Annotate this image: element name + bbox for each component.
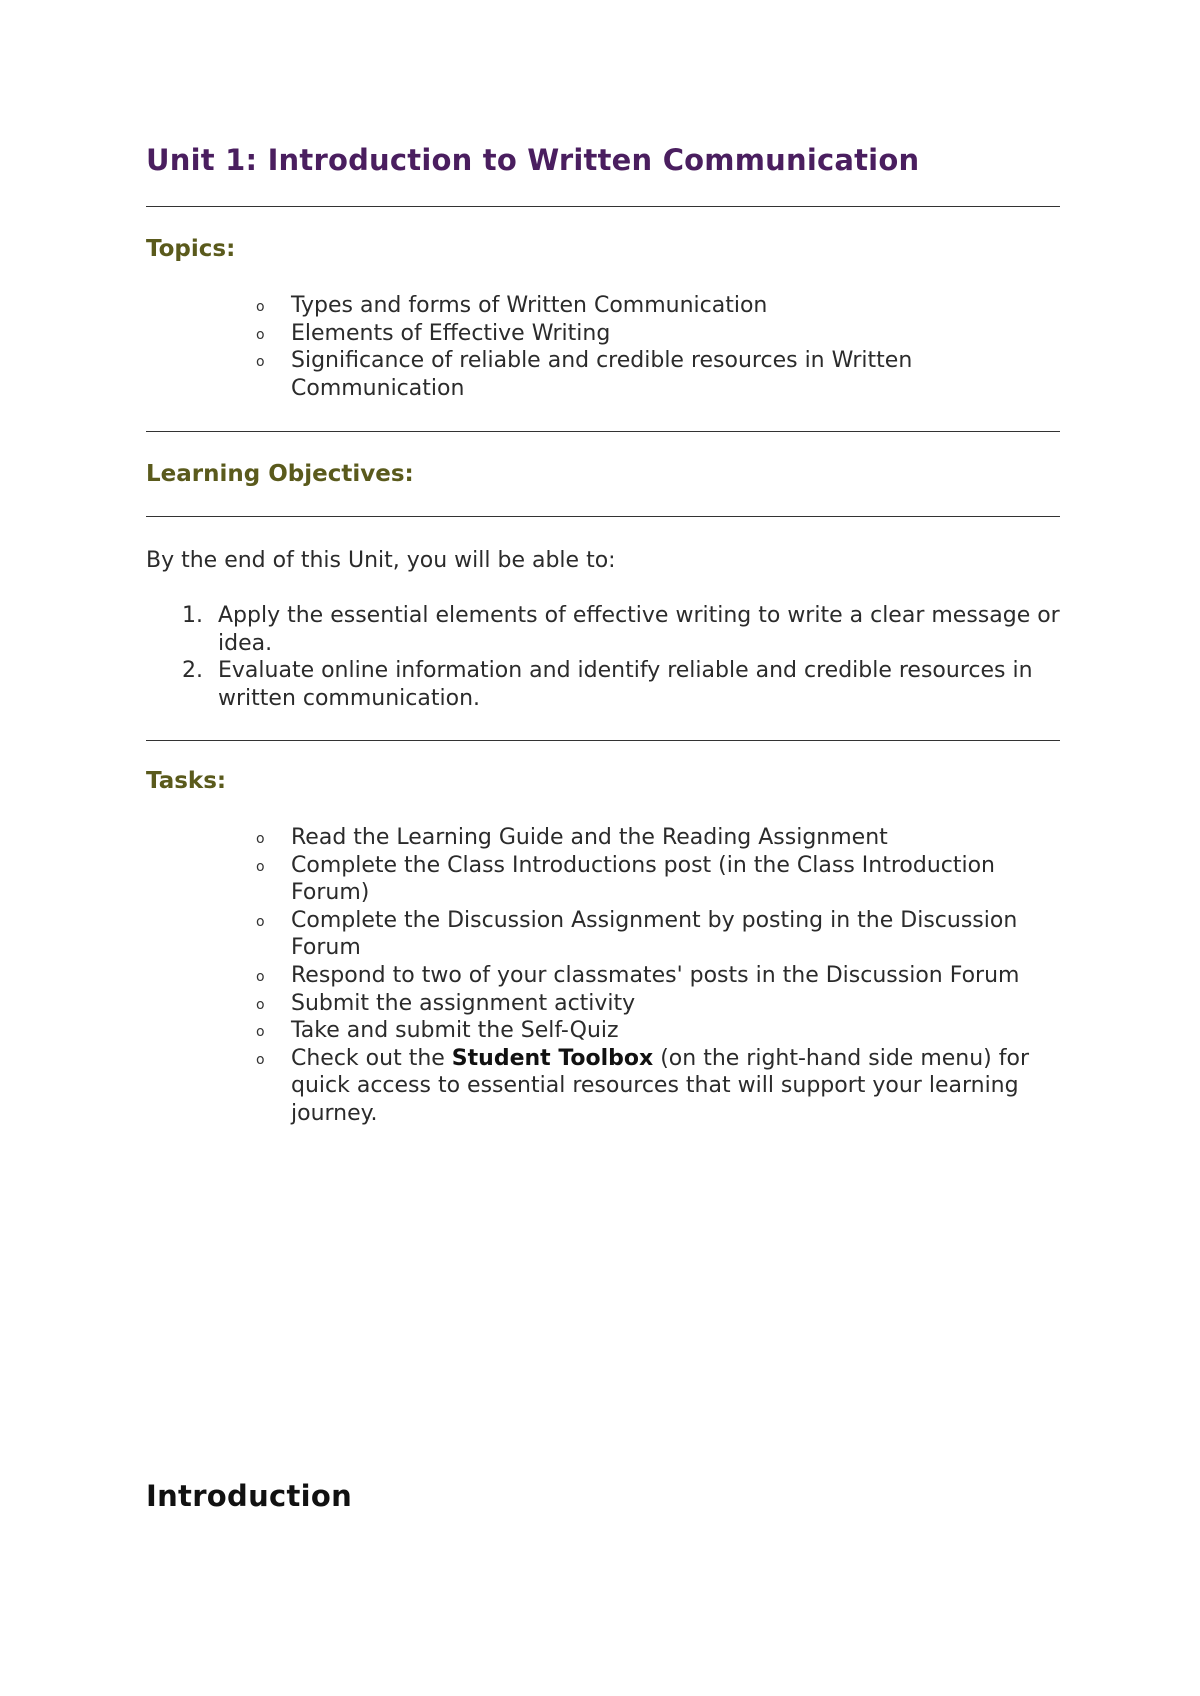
- list-item: [146, 602, 1060, 657]
- task-text: Respond to two of your classmates' posts in the Discussion Forum: [291, 962, 1020, 988]
- objective-text: Apply the essential elements of effective writing to write a clear message or idea.: [218, 603, 1060, 656]
- list-item: [146, 852, 1060, 907]
- tasks-heading: Tasks:: [146, 768, 227, 794]
- objectives-list: [146, 602, 1060, 712]
- bullet-icon: o: [256, 858, 265, 875]
- list-item: [146, 990, 1060, 1018]
- list-item: [146, 657, 1060, 712]
- list-item: [146, 962, 1060, 990]
- tasks-list: [146, 824, 1060, 1128]
- list-item: [146, 824, 1060, 852]
- item-number: 2.: [182, 658, 203, 684]
- topic-text: Types and forms of Written Communication: [291, 293, 768, 318]
- bullet-icon: o: [256, 968, 265, 985]
- introduction-heading: Introduction: [146, 1479, 353, 1513]
- task-text: Read the Learning Guide and the Reading Assignment: [291, 825, 888, 850]
- bullet-icon: o: [256, 354, 265, 371]
- task-text: Complete the Discussion Assignment by posting in the Discussion Forum: [291, 907, 1018, 961]
- task-text-prefix: Check out the: [291, 1045, 452, 1071]
- topic-text: Significance of reliable and credible resources in Written Communication: [291, 348, 913, 401]
- student-toolbox-label: Student Toolbox: [451, 1045, 654, 1071]
- item-number: 1.: [182, 603, 203, 628]
- task-text: Take and submit the Self-Quiz: [291, 1018, 619, 1044]
- bullet-icon: o: [256, 299, 265, 315]
- list-item: [146, 320, 1060, 348]
- list-item: [146, 292, 1060, 320]
- topics-heading: Topics:: [146, 236, 236, 262]
- list-item: [146, 1045, 1060, 1128]
- bullet-icon: o: [256, 996, 265, 1013]
- bullet-icon: o: [256, 326, 265, 343]
- learning-objectives-heading: Learning Objectives:: [146, 461, 414, 487]
- divider: [146, 206, 1060, 207]
- divider: [146, 431, 1060, 432]
- objective-text: Evaluate online information and identify reliable and credible resources in written communication.: [218, 658, 1033, 711]
- list-item: [146, 907, 1060, 962]
- bullet-icon: o: [256, 1051, 265, 1068]
- objectives-intro: By the end of this Unit, you will be able to:: [146, 548, 616, 573]
- divider: [146, 516, 1060, 517]
- unit-title: Unit 1: Introduction to Written Communication: [146, 143, 920, 177]
- task-text: Submit the assignment activity: [291, 990, 636, 1016]
- bullet-icon: o: [256, 913, 265, 930]
- topics-list: [146, 292, 1060, 402]
- topic-text: Elements of Effective Writing: [291, 320, 611, 346]
- divider: [146, 740, 1060, 741]
- task-text-suffix: (on the right-hand side menu) for quick access to essential resources that will support your learning journey.: [291, 1045, 1030, 1126]
- bullet-icon: o: [256, 831, 265, 847]
- list-item: [146, 347, 1060, 402]
- list-item: [146, 1017, 1060, 1045]
- task-text: Complete the Class Introductions post (in the Class Introduction Forum): [291, 852, 995, 906]
- bullet-icon: o: [256, 1024, 265, 1041]
